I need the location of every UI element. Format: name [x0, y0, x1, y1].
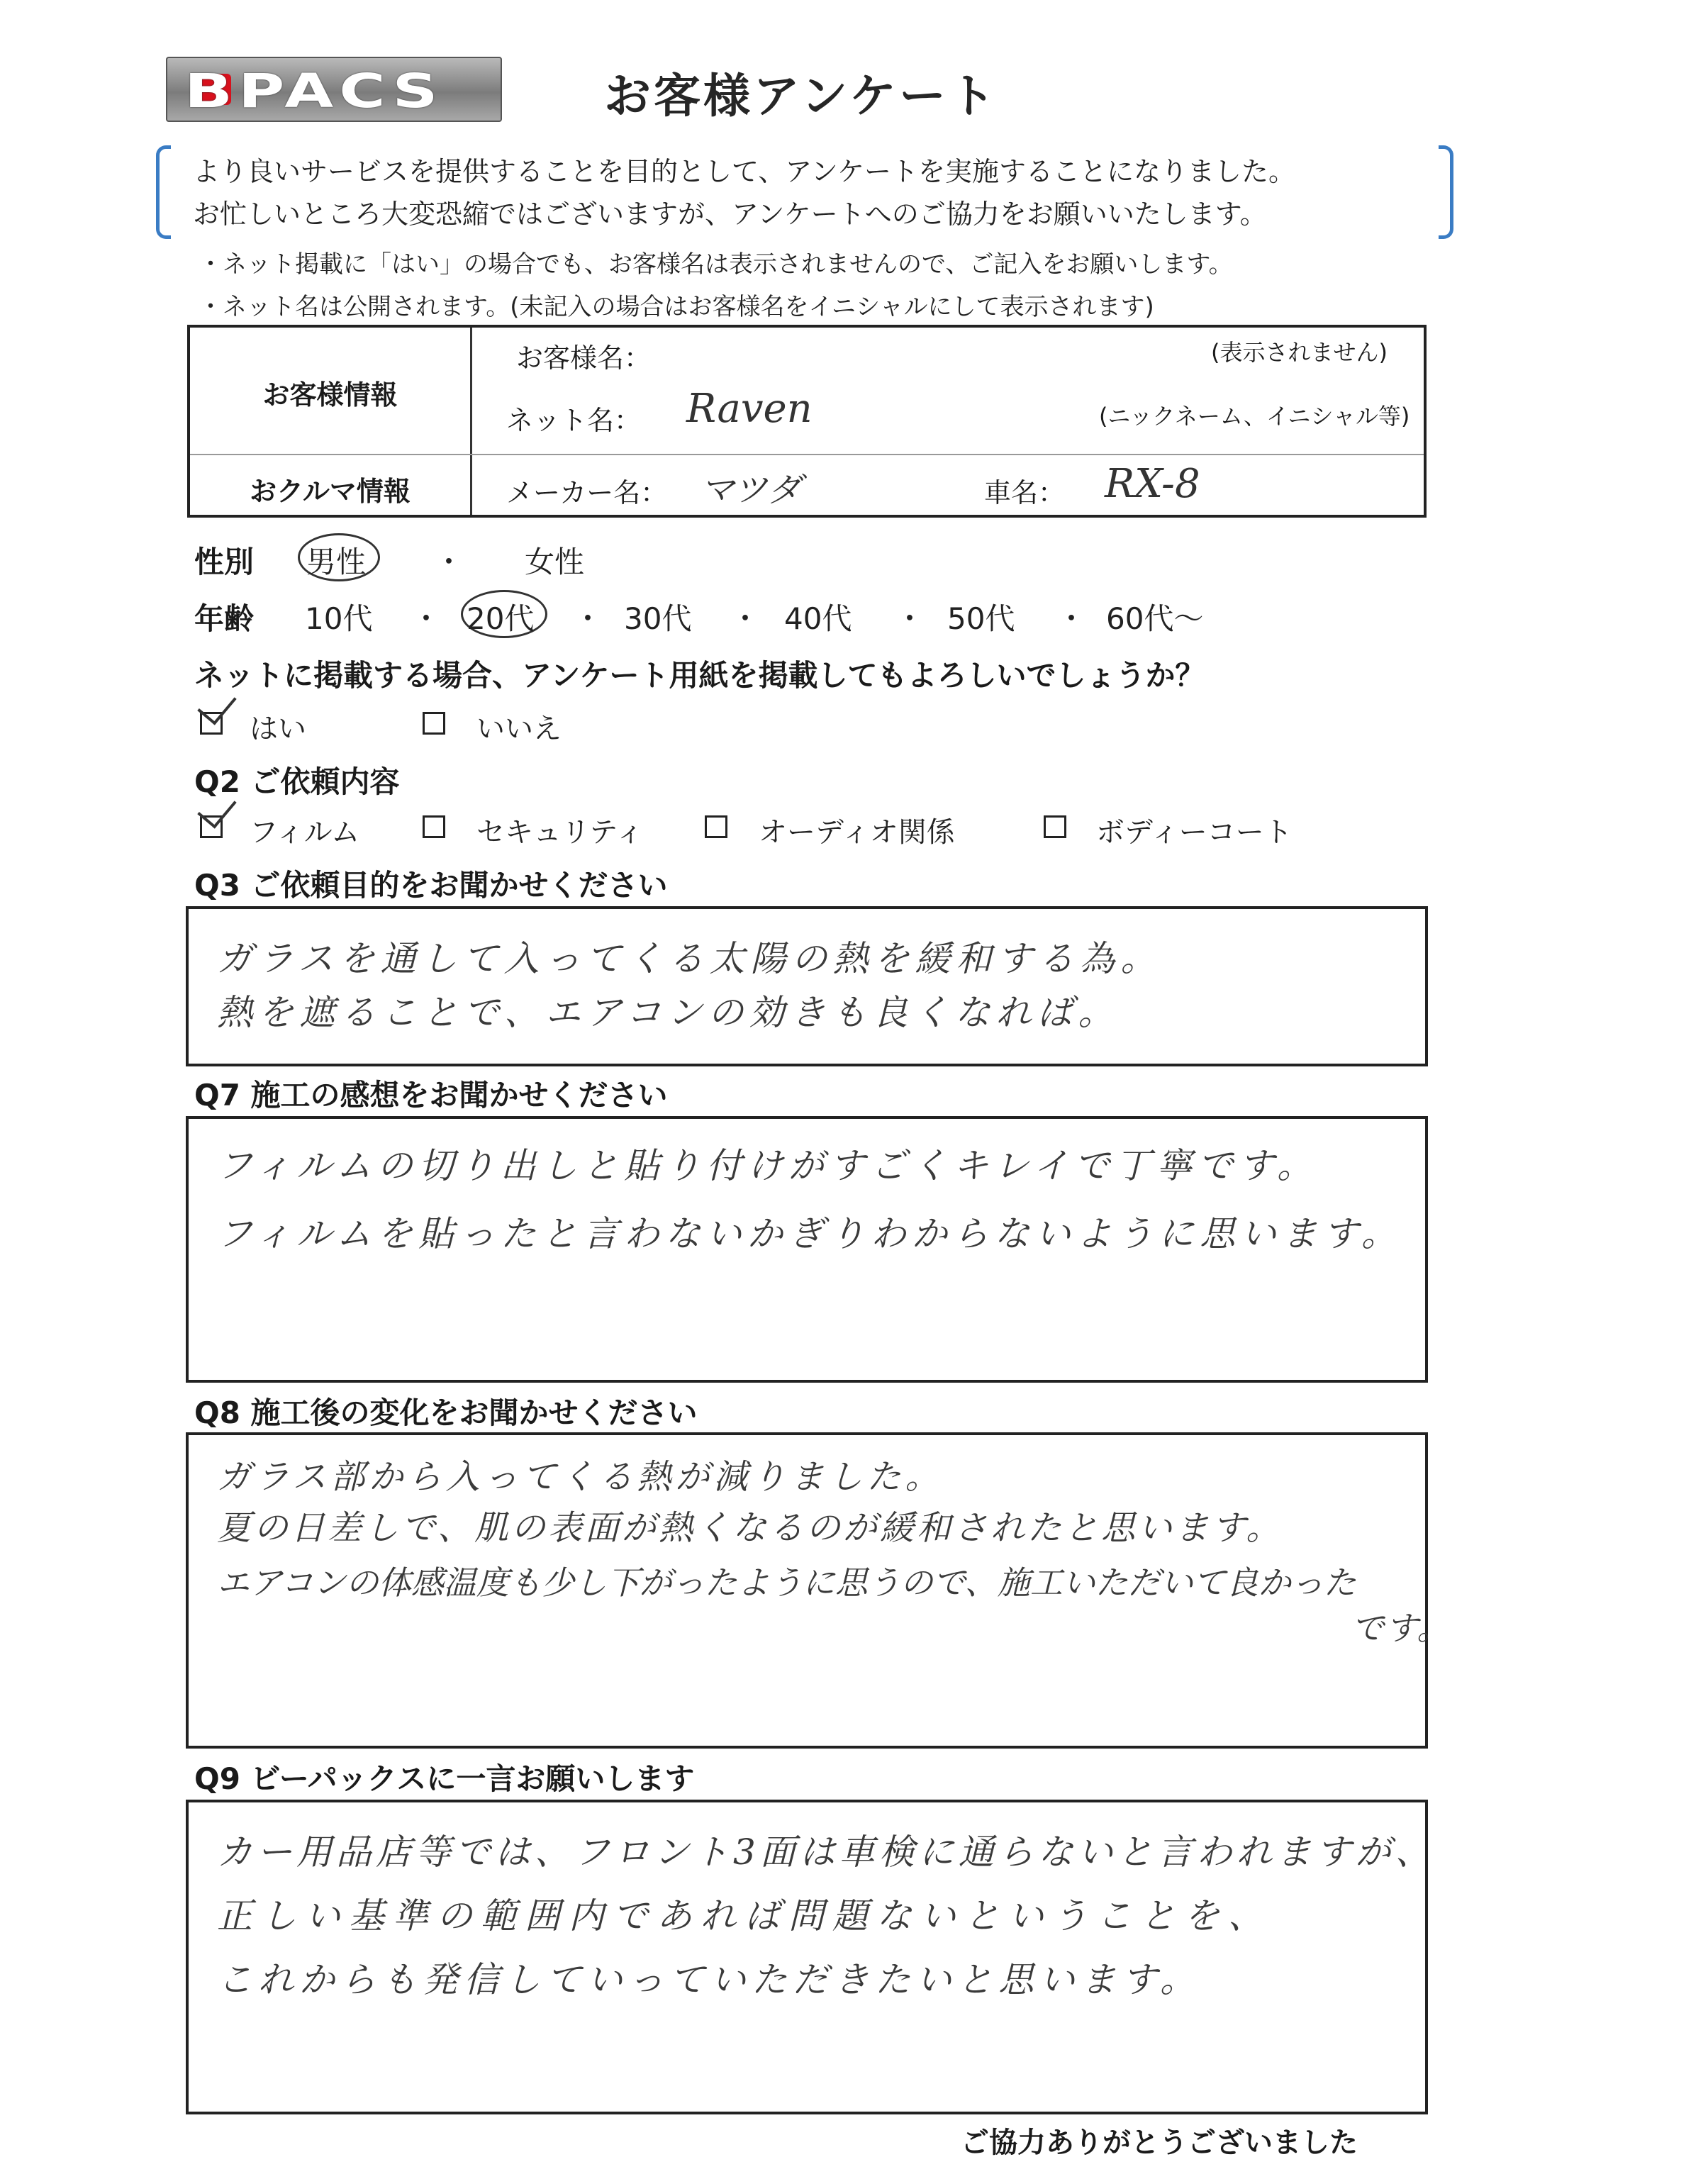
gender-label: 性別 [194, 545, 255, 579]
age-option-30s[interactable]: 30代 [624, 601, 692, 636]
info-divider-vertical [470, 328, 472, 515]
q2-title: Q2 ご依頼内容 [194, 764, 400, 799]
q8-title: Q8 施工後の変化をお聞かせください [194, 1395, 698, 1430]
page-title: お客様アンケート [604, 69, 999, 123]
publish-no-checkbox[interactable] [423, 712, 445, 735]
q3-answer-line-2: 熱を遮ることで、エアコンの効きも良くなれば。 [217, 992, 1120, 1033]
q7-answer-box[interactable] [186, 1116, 1428, 1383]
q9-title: Q9 ビーパックスに一言お願いします [194, 1761, 695, 1796]
q2-audio-label: オーディオ関係 [759, 816, 955, 849]
publish-question: ネットに掲載する場合、アンケート用紙を掲載してもよろしいでしょうか？ [194, 658, 1205, 693]
age-separator: ・ [730, 601, 761, 636]
net-name-note: (ニックネーム、イニシャル等) [1099, 403, 1410, 430]
publish-no-label: いいえ [476, 713, 562, 745]
q7-title: Q7 施工の感想をお聞かせください [194, 1078, 668, 1113]
q3-title: Q3 ご依頼目的をお聞かせください [194, 868, 668, 903]
q2-bodycoat-checkbox[interactable] [1044, 815, 1066, 838]
customer-name-label: お客様名： [516, 342, 652, 374]
maker-value[interactable]: マツダ [700, 470, 802, 510]
logo-text: BPACS [184, 64, 444, 118]
gender-separator: ・ [434, 545, 464, 579]
age-option-50s[interactable]: 50代 [947, 601, 1015, 636]
q9-answer-line-3: これからも発信していっていただきたいと思います。 [217, 1959, 1201, 2000]
intro-message [156, 145, 1453, 236]
customer-info-heading: お客様情報 [262, 379, 398, 411]
model-label: 車名： [984, 477, 1066, 508]
q8-answer-line-3: エアコンの体感温度も少し下がったように思うので、施工いただいて良かった [217, 1563, 1356, 1602]
note-2: ・ネット名は公開されます。(未記入の場合はお客様名をイニシャルにして表示されます) [199, 293, 1154, 321]
q9-answer-line-2: 正しい基準の範囲内であれば問題ないということを、 [217, 1895, 1272, 1936]
age-option-10s[interactable]: 10代 [305, 601, 373, 636]
q8-answer-box[interactable] [186, 1432, 1451, 1749]
model-value[interactable]: RX-8 [1105, 461, 1200, 507]
gender-option-male[interactable]: 男性 [306, 545, 367, 579]
car-info-heading: おクルマ情報 [250, 476, 411, 507]
q2-security-checkbox[interactable] [423, 815, 445, 838]
age-option-40s[interactable]: 40代 [784, 601, 852, 636]
age-label: 年齢 [194, 601, 255, 636]
q8-answer-line-2: 夏の日差しで、肌の表面が熱くなるのが緩和されたと思います。 [217, 1508, 1283, 1548]
intro-line-1: より良いサービスを提供することを目的として、アンケートを実施することになりました。 [193, 156, 1295, 187]
intro-line-2: お忙しいところ大変恐縮ではございますが、アンケートへのご協力をお願いいたします。 [193, 199, 1267, 230]
q7-answer-line-1: フィルムの切り出しと貼り付けがすごくキレイで丁寧です。 [217, 1145, 1318, 1186]
q9-answer-line-1: カー用品店等では、フロント3面は車検に通らないと言われますが、 [217, 1832, 1435, 1873]
left-bracket [156, 145, 171, 239]
info-divider-horizontal [190, 454, 1424, 455]
q2-audio-checkbox[interactable] [705, 815, 727, 838]
right-bracket [1439, 145, 1453, 239]
q2-film-label: フィルム [250, 816, 360, 849]
bpacs-logo [166, 57, 502, 122]
q2-security-label: セキュリティ [476, 816, 644, 849]
q7-answer-line-2: フィルムを貼ったと言わないかぎりわからないように思います。 [217, 1213, 1402, 1254]
q3-answer-line-1: ガラスを通して入ってくる太陽の熱を緩和する為。 [217, 938, 1162, 979]
gender-option-female[interactable]: 女性 [525, 545, 585, 579]
age-separator: ・ [573, 601, 603, 636]
thanks-message: ご協力ありがとうございました [961, 2126, 1358, 2159]
publish-yes-label: はい [250, 713, 306, 745]
q9-answer-box[interactable] [186, 1800, 1435, 2114]
net-name-label: ネット名： [506, 405, 642, 436]
maker-label: メーカー名： [506, 477, 668, 508]
info-table [187, 325, 1427, 518]
age-option-60s-plus[interactable]: 60代～ [1106, 601, 1204, 636]
q2-bodycoat-label: ボディーコート [1096, 816, 1293, 849]
age-separator: ・ [1056, 601, 1087, 636]
q8-answer-line-1: ガラス部から入ってくる熱が減りました。 [217, 1457, 944, 1497]
q8-answer-line-4: です。 [1351, 1609, 1451, 1647]
note-1: ・ネット掲載に「はい」の場合でも、お客様名は表示されませんので、ご記入をお願いします。 [199, 250, 1233, 279]
net-name-value[interactable]: Raven [686, 386, 813, 432]
customer-name-note: (表示されません) [1211, 339, 1388, 366]
age-separator: ・ [411, 601, 442, 636]
q3-answer-box[interactable] [186, 906, 1428, 1066]
age-option-20s[interactable]: 20代 [467, 601, 535, 636]
age-separator: ・ [895, 601, 925, 636]
